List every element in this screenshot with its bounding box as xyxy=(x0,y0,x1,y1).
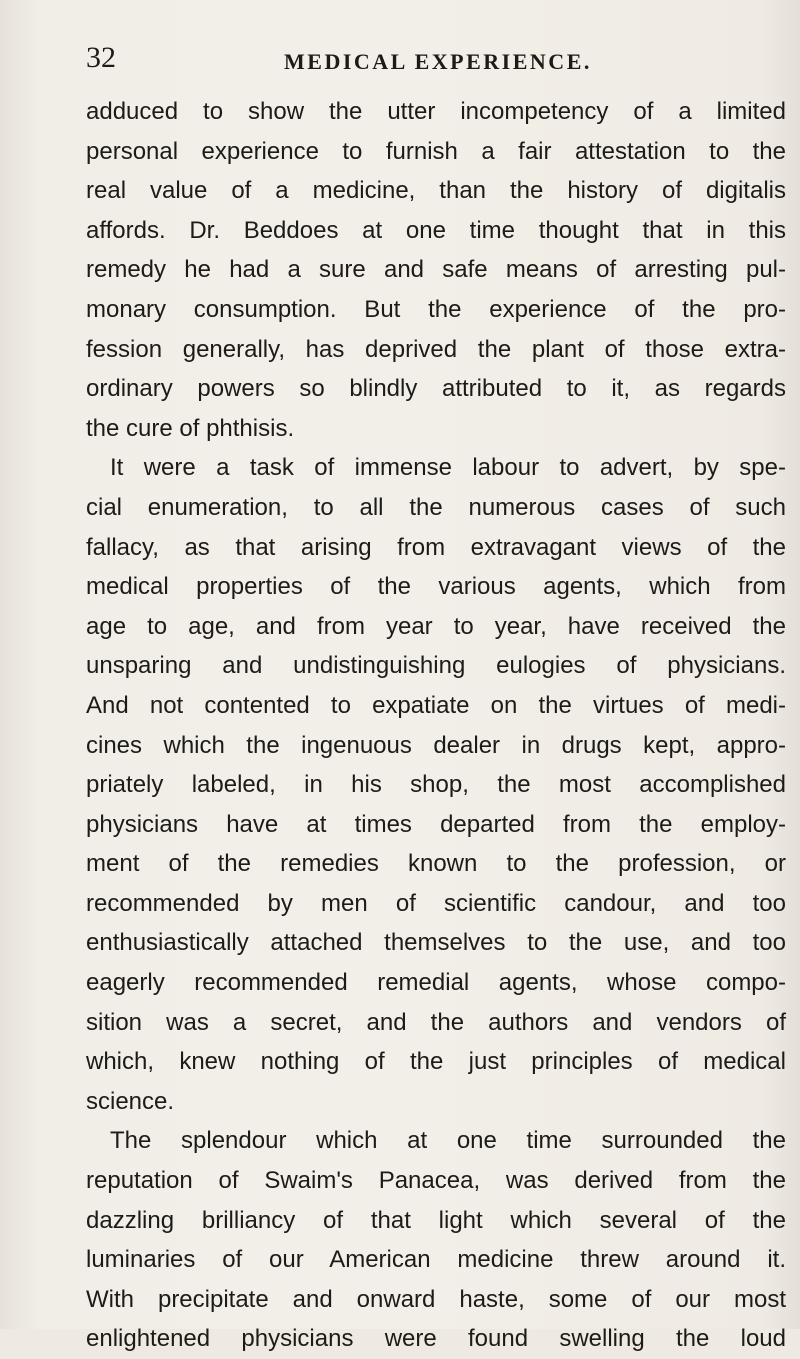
text-line: ordinary powers so blindly attributed to it, as regards xyxy=(86,375,786,403)
running-head xyxy=(86,38,786,78)
text-line: The splendour which at one time surrounded the xyxy=(110,1127,786,1155)
text-line: which, knew nothing of the just principles of medical xyxy=(86,1048,786,1076)
text-line: It were a task of immense labour to advert, by spe- xyxy=(110,454,786,482)
text-line: priately labeled, in his shop, the most accomplished xyxy=(86,771,786,799)
text-line: monary consumption. But the experience of the pro- xyxy=(86,295,786,323)
text-line: adduced to show the utter incompetency of a limited xyxy=(86,98,786,125)
text-line: fallacy, as that arising from extravagant views of the xyxy=(86,533,786,561)
text-line: real value of a medicine, than the history of digitalis xyxy=(86,177,786,205)
text-line: science. xyxy=(86,1087,175,1115)
running-title: MEDICAL EXPERIENCE. xyxy=(284,49,592,74)
text-line: unsparing and undistinguishing eulogies of physicians. xyxy=(86,652,786,680)
text-line: sition was a secret, and the authors and vendors of xyxy=(86,1008,786,1036)
text-line: the cure of phthisis. xyxy=(86,414,295,442)
page-number: 32 xyxy=(86,41,116,74)
text-line: recommended by men of scientific candour, and too xyxy=(86,889,786,917)
text-line: medical properties of the various agents, which from xyxy=(86,573,786,601)
text-line: enlightened physicians were found swelling the loud xyxy=(86,1325,786,1353)
text-line: dazzling brilliancy of that light which several of the xyxy=(86,1206,786,1234)
body-text xyxy=(86,92,786,1359)
text-line: age to age, and from year to year, have received the xyxy=(86,612,786,640)
text-line: With precipitate and onward haste, some of our most xyxy=(86,1285,786,1313)
text-line: enthusiastically attached themselves to the use, and too xyxy=(86,929,786,957)
text-line: physicians have at times departed from the employ- xyxy=(86,810,786,838)
text-line: reputation of Swaim's Panacea, was derived from the xyxy=(86,1167,786,1195)
text-line: eagerly recommended remedial agents, whose compo- xyxy=(86,969,786,997)
text-line: luminaries of our American medicine threw around it. xyxy=(86,1246,786,1274)
text-line: affords. Dr. Beddoes at one time thought that in this xyxy=(86,216,786,244)
text-line: personal experience to furnish a fair attestation to the xyxy=(86,137,786,165)
text-line: cial enumeration, to all the numerous cases of such xyxy=(86,493,786,521)
text-line: And not contented to expatiate on the virtues of medi- xyxy=(86,691,786,719)
text-line: cines which the ingenuous dealer in drugs kept, appro- xyxy=(86,731,786,759)
text-line: fession generally, has deprived the plant of those extra- xyxy=(86,335,786,363)
text-line: remedy he had a sure and safe means of arresting pul- xyxy=(86,256,786,284)
text-line: ment of the remedies known to the profession, or xyxy=(86,850,786,878)
